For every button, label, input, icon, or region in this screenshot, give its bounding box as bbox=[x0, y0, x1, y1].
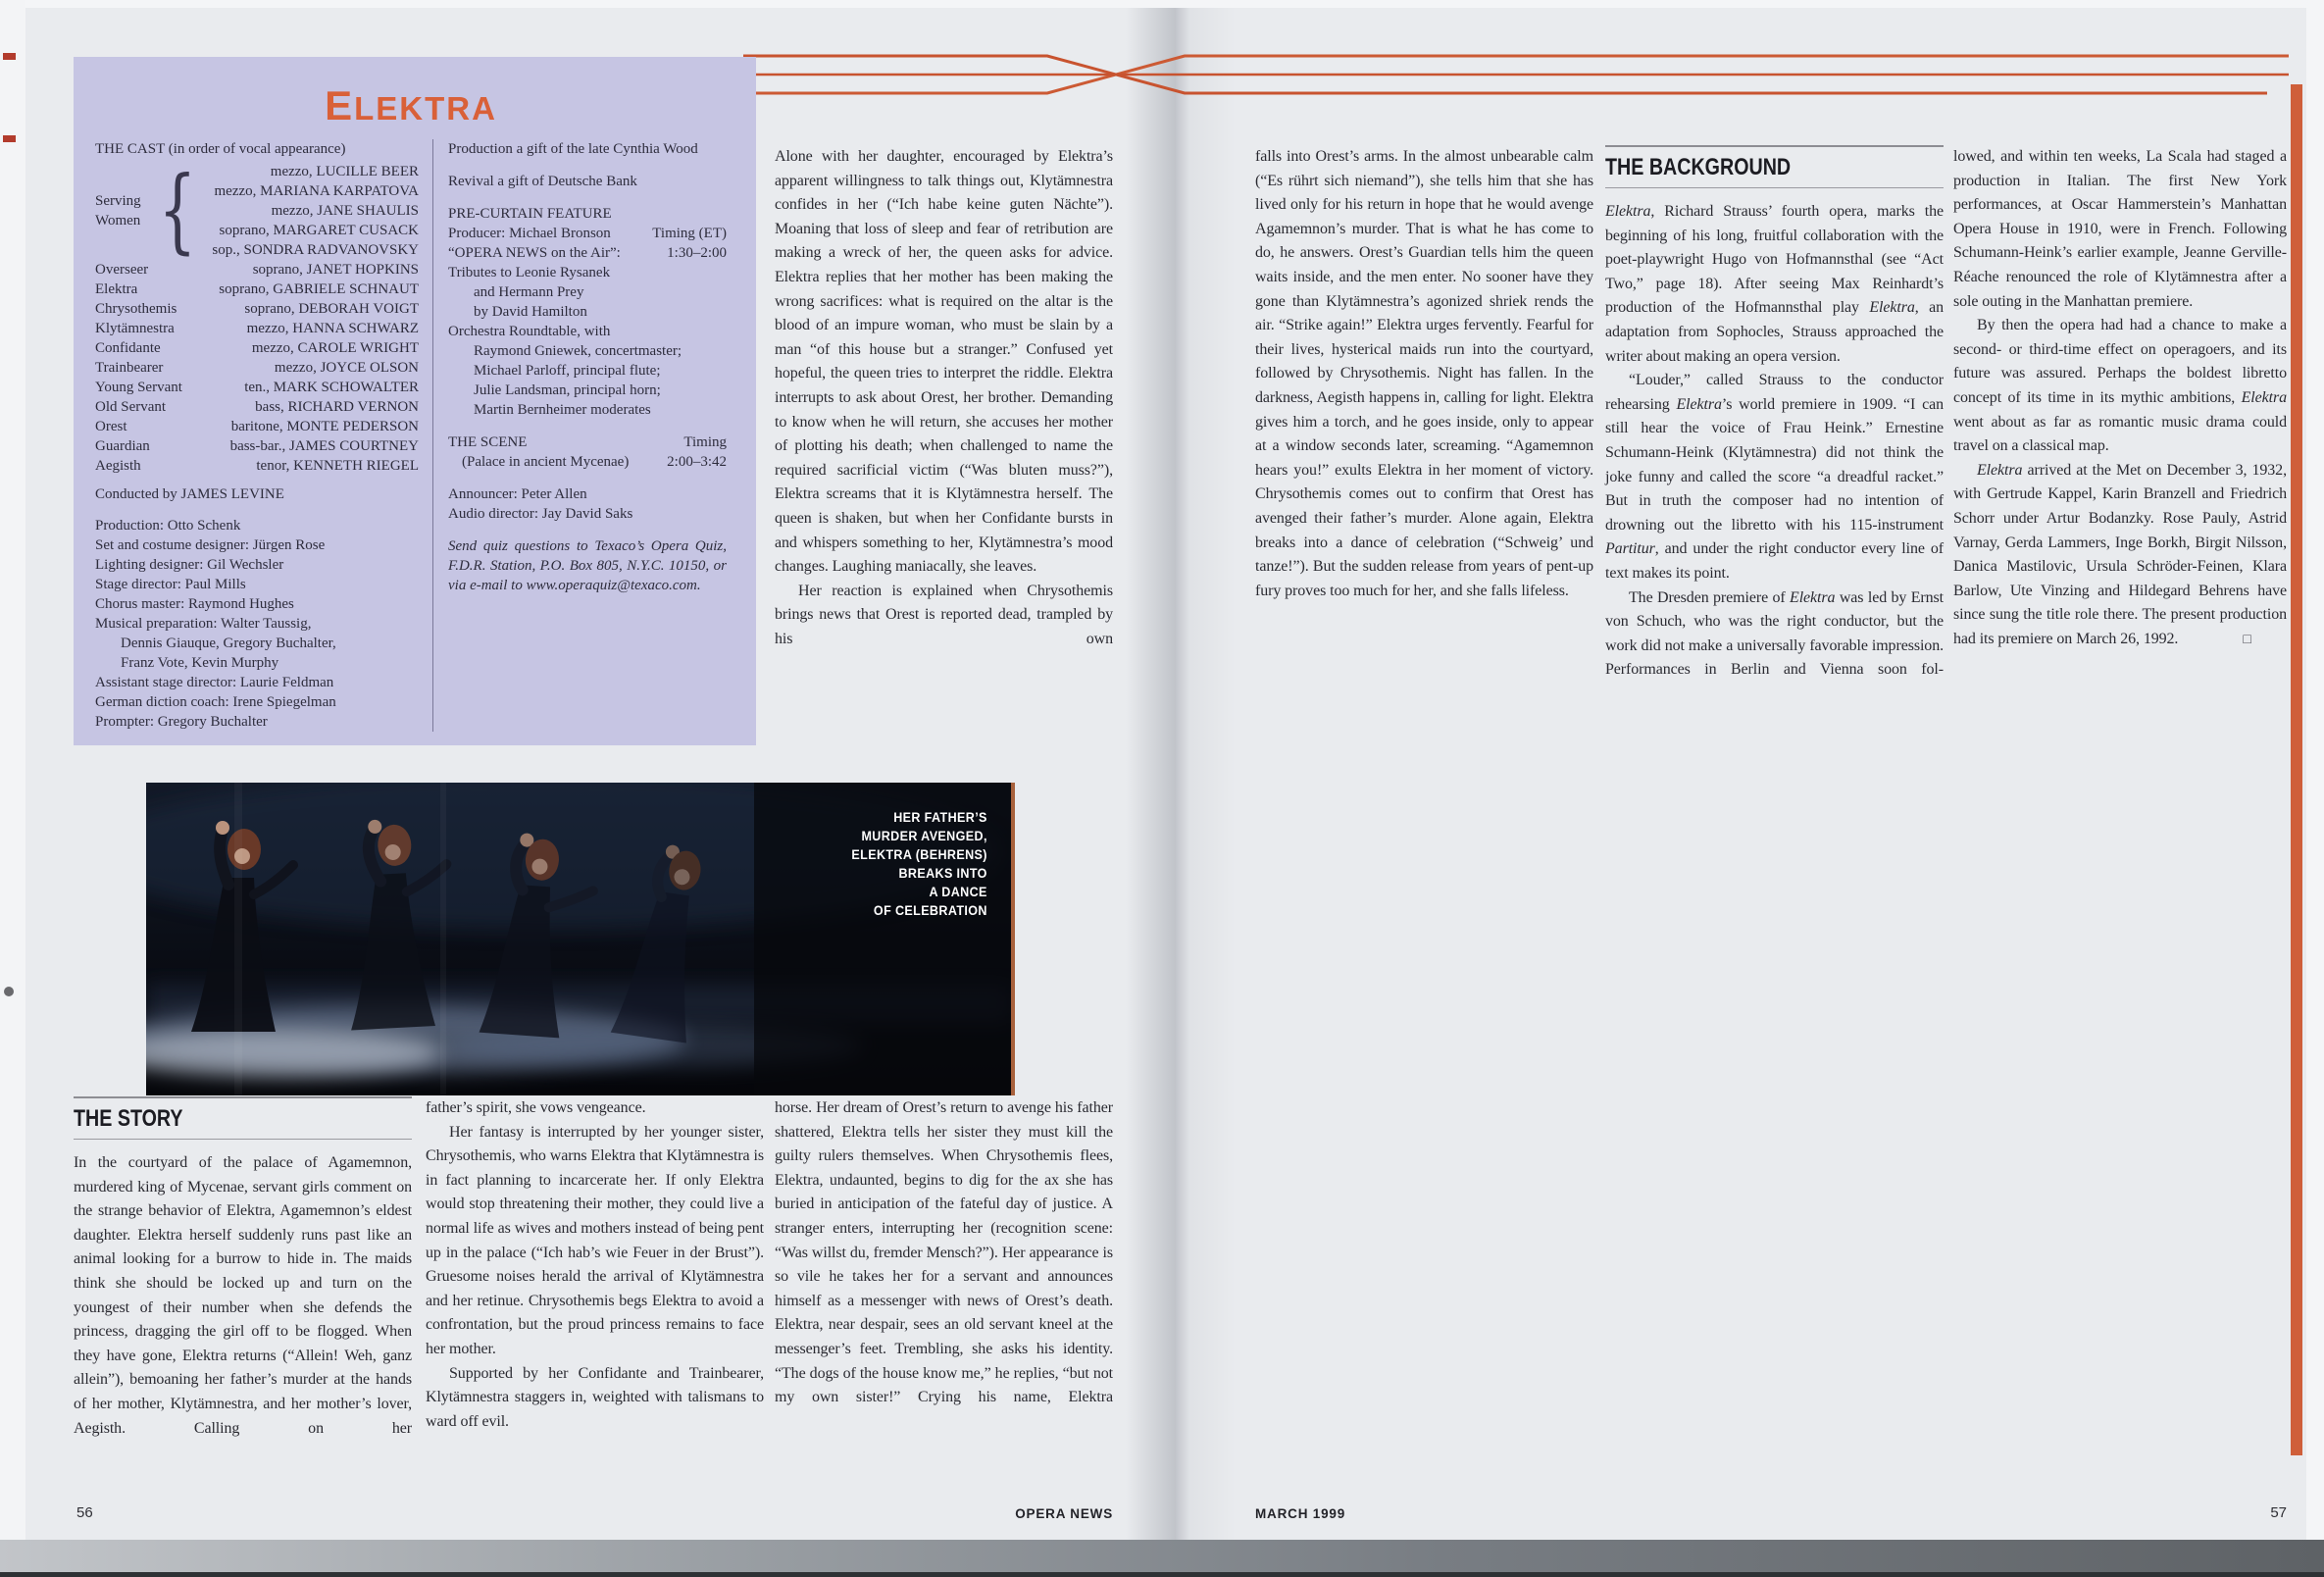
paragraph: father’s spirit, she vows vengeance. bbox=[426, 1099, 646, 1116]
cast-role: Old Servant bbox=[95, 399, 167, 415]
background-section-column bbox=[1605, 145, 1944, 683]
text-line: Orchestra Roundtable, with bbox=[448, 324, 611, 339]
paragraph: Her fantasy is interrupted by her younger sister, Chrysothemis, who warns Elektra that Klytämnestra is in fact planning to incarcerate her. If only Elektra would stop threatening their mother, they could live a normal life as wives and mothers instead of being pent up in the palace (“Ich hab’s wie Feuer in der Brust”). Gruesome noises herald the arrival of Klytämnestra and her retinue. Chrysothemis begs Elektra to avoid a confrontation, but the proud princess remains to face her mother. bbox=[426, 1123, 764, 1357]
cast-performer: soprano, DEBORAH VOIGT bbox=[244, 301, 419, 317]
background-column-2 bbox=[1953, 145, 2287, 652]
text-line: German diction coach: Irene Spiegelman bbox=[95, 694, 336, 710]
scene-time: 2:00–3:42 bbox=[667, 454, 727, 470]
paragraph: lowed, and within ten weeks, La Scala had staged a production in Italian. The first New York performances, at Oscar Hammerstein’s Manhattan Opera House in 1910, were in French. Following Schumann-Heink’s earlier example, Jeanne Gerville-Réache renounced the role of Klytämnestra after a sole outing in the Manhattan premiere. bbox=[1953, 148, 2287, 310]
text-line: Lighting designer: Gil Wechsler bbox=[95, 557, 284, 573]
accent-rule-vertical bbox=[2291, 84, 2302, 1455]
text-line: soprano, MARGARET CUSACK bbox=[219, 223, 419, 238]
serving-women-names bbox=[179, 162, 419, 260]
caption-line: A DANCE bbox=[929, 885, 987, 899]
cast-performer: mezzo, HANNA SCHWARZ bbox=[246, 321, 419, 336]
caption-line: OF CELEBRATION bbox=[874, 903, 987, 918]
precurtain-header: PRE-CURTAIN FEATURE bbox=[448, 206, 612, 222]
scan-edge-left bbox=[0, 0, 25, 1577]
synopsis-column bbox=[775, 145, 1113, 651]
gift-revival-line: Revival a gift of Deutsche Bank bbox=[448, 174, 637, 189]
rule bbox=[74, 1139, 412, 1140]
serving-women-group bbox=[95, 157, 419, 264]
caption-line: HER FATHER’S bbox=[893, 810, 987, 825]
right-footer-issue: MARCH 1999 bbox=[1255, 1506, 1346, 1521]
text-line: Prompter: Gregory Buchalter bbox=[95, 714, 268, 730]
cast-header: THE CAST (in order of vocal appearance) bbox=[95, 141, 346, 157]
production-credits bbox=[95, 516, 419, 732]
text-line: Assistant stage director: Laurie Feldman bbox=[95, 675, 334, 690]
brace-glyph: { bbox=[158, 157, 197, 264]
cast-role: Confidante bbox=[95, 340, 161, 356]
text-line: sop., SONDRA RADVANOVSKY bbox=[212, 242, 419, 258]
paragraph: The Dresden premiere of Elektra was led by Ernst von Schuch, who was the right conductor, but the work did not make a universally favorable impression. Performances in Berlin and Vienna soon fol- bbox=[1605, 588, 1944, 679]
cast-row bbox=[95, 397, 419, 417]
scan-edge-bottom bbox=[0, 1540, 2324, 1577]
cast-performer: baritone, MONTE PEDERSON bbox=[230, 419, 419, 434]
story-column-2 bbox=[426, 1096, 764, 1434]
end-of-article-mark: □ bbox=[2243, 632, 2251, 647]
paragraph: Alone with her daughter, encouraged by Elektra’s apparent willingness to talk things out, Klytämnestra confides in her (“Ich habe keine guten Nächte”). Moaning that loss of sleep and fear of retribution are making a wreck of her, the queen asks for advice. Elektra replies that her mother has been making the wrong sacrifices: what is required on the altar is the blood of an impure woman, who must be slain by a man “of this house but a stranger.” Confused yet hopeful, the queen tries to interpret the riddle. Elektra interrupts to ask about Orest, her brother. Demanding to know when he will return, she accuses her mother of plotting his death; when challenged to name the required sacrificial victim (“Was bluten muss?”), Elektra screams that it is Klytämnestra herself. The queen is shaken, but when her Confidante bursts in and whispers something to her, Klytämnestra’s mood changes. Laughing maniacally, she leaves. bbox=[775, 148, 1113, 576]
performance-photo bbox=[146, 783, 1015, 1095]
announcer-line: Announcer: Peter Allen bbox=[448, 486, 587, 502]
cast-row bbox=[95, 417, 419, 436]
text-line: mezzo, JANE SHAULIS bbox=[271, 203, 419, 219]
producer-row bbox=[448, 224, 727, 243]
story-column-3 bbox=[775, 1096, 1113, 1410]
scan-mark bbox=[4, 987, 14, 996]
paragraph: Supported by her Confidante and Trainbearer, Klytämnestra staggers in, weighted with talismans to ward off evil. bbox=[426, 1364, 764, 1430]
cast-performer: ten., MARK SCHOWALTER bbox=[244, 380, 419, 395]
scan-mark bbox=[3, 135, 16, 142]
cast-row bbox=[95, 358, 419, 378]
cast-row bbox=[95, 456, 419, 476]
paragraph: Elektra arrived at the Met on December 3, 1932, with Gertrude Kappel, Karin Branzell and Friedrich Schorr under Artur Bodanzky. Rose Pauly, Astrid Varnay, Gerda Lammers, Inge Borkh, Birgit Nilsson, Danica Mastilovic, Ursula Schröder-Feinen, Klara Barlow, Ute Vinzing and Hildegard Behrens have since sung the title role there. The present production had its premiere on March 26, 1992. □ bbox=[1953, 459, 2287, 653]
paragraph: falls into Orest’s arms. In the almost unbearable calm (“Es rührt sich niemand”), she tells him that she has lived only for his return in hope that he would avenge Agamemnon’s murder. That is what he has come to do, he answers. Orest’s Guardian tells him the queen waits inside, and the men enter. No sooner have they gone than Klytämnestra’s agonized shriek rends the air. “Strike again!” Elektra urges fervently. Fearful for their lives, hysterical maids run into the courtyard, followed by Chrysothemis. Night has fallen. In the darkness, Aegisth happens in, calling for light. Elektra gives him a torch, and he goes inside, only to appear at a window seconds later, screaming. “Agamemnon hears you!” exults Elektra in her moment of victory. Chrysothemis comes out to confirm that Orest has avenged their father’s murder. Alone again, Elektra breaks into a dance of celebration (“Schweig’ und tanze!”). But the sudden release from years of pent-up fury proves too much for her, and she falls lifeless. bbox=[1255, 148, 1593, 599]
text-line: Set and costume designer: Jürgen Rose bbox=[95, 537, 326, 553]
cast-role: Orest bbox=[95, 419, 127, 434]
caption-line: BREAKS INTO bbox=[898, 866, 987, 881]
rule bbox=[1605, 145, 1944, 147]
quiz-note: Send quiz questions to Texaco’s Opera Quiz, F.D.R. Station, P.O. Box 805, N.Y.C. 10150, or via e-mail to www.operaquiz@texaco.com. bbox=[448, 538, 727, 593]
paragraph: horse. Her dream of Orest’s return to avenge his father shattered, Elektra tells her sister they must kill the guilty rulers themselves. When Chrysothemis flees, Elektra, undaunted, begins to dig for the ax she has buried in anticipation of the fateful day of justice. A stranger enters, interrupting her (recognition scene: “Was willst du, fremder Mensch?”). Her appearance is so vile he takes her for a servant and announces himself as a messenger with news of Orest’s death. Elektra, near despair, sees an old servant kneel at the messenger’s feet. Trembling, she asks his identity. “The dogs of the house know me,” he replies, “but not my own sister!” Crying his name, Elektra bbox=[775, 1099, 1113, 1406]
timing-label: Timing (ET) bbox=[652, 226, 727, 241]
cast-roles-list bbox=[95, 260, 419, 476]
text-line: Julie Landsman, principal horn; bbox=[474, 382, 661, 398]
producer-line: Producer: Michael Bronson bbox=[448, 226, 611, 241]
story-section-head-column bbox=[74, 1096, 412, 1441]
gift-production-line: Production a gift of the late Cynthia Wood bbox=[448, 141, 698, 157]
serving-women-label: Serving Women bbox=[95, 193, 141, 229]
text-line: by David Hamilton bbox=[474, 304, 587, 320]
audio-director-line: Audio director: Jay David Saks bbox=[448, 506, 633, 522]
cast-role: Chrysothemis bbox=[95, 301, 177, 317]
text-line: mezzo, MARIANA KARPATOVA bbox=[214, 183, 419, 199]
cast-row bbox=[95, 378, 419, 397]
background-heading: THE BACKGROUND bbox=[1605, 154, 1792, 180]
caption-line: ELEKTRA (BEHRENS) bbox=[851, 847, 987, 862]
text-line: Michael Parloff, principal flute; bbox=[474, 363, 661, 379]
story-column-1 bbox=[74, 1151, 412, 1441]
paragraph: By then the opera had had a chance to make a second- or third-time effect on operagoers, and its future was assured. Perhaps the boldest libretto concept of its time in its mythic ambitions, Elektra went about as far as romantic music drama could travel on a classical map. bbox=[1953, 317, 2287, 455]
page-gutter-shadow bbox=[1126, 8, 1236, 1542]
paragraph: In the courtyard of the palace of Agamemnon, murdered king of Mycenae, servant girls comment on the strange behavior of Elektra, Agamemnon’s eldest daughter. Elektra herself suddenly runs past like an animal looking for a burrow to hide in. The maids think she should be locked up and turn on the youngest of their number when she defends the princess, dragging the girl off to be flogged. When they have gone, Elektra returns (“Allein! Weh, ganz allein”), bemoaning her father’s murder at the hands of her mother, Klytämnestra, and her mother’s lover, Aegisth. Calling on her bbox=[74, 1154, 412, 1437]
caption-line: MURDER AVENGED, bbox=[861, 829, 987, 843]
left-folio: 56 bbox=[76, 1504, 93, 1521]
background-column bbox=[1605, 200, 1944, 683]
cast-row bbox=[95, 436, 419, 456]
paragraph: Elektra, Richard Strauss’ fourth opera, marks the beginning of his long, fruitful collaboration with the poet-playwright Hugo von Hofmannsthal (see “Act Two,” page 18). After seeing Max Reinhardt’s production of the Hofmannsthal play Elektra, an adaptation from Sophocles, Strauss approached the writer about making an opera version. bbox=[1605, 203, 1944, 365]
scene-location: (Palace in ancient Mycenae) bbox=[462, 454, 630, 470]
cast-role: Overseer bbox=[95, 262, 149, 278]
opera-title: ELEKTRA bbox=[325, 82, 497, 128]
rule bbox=[74, 1096, 412, 1098]
rule bbox=[1605, 187, 1944, 188]
scene-timing-label: Timing bbox=[683, 434, 727, 450]
feature-lines bbox=[448, 263, 727, 420]
cast-row bbox=[95, 338, 419, 358]
on-air-line: “OPERA NEWS on the Air”: bbox=[448, 245, 621, 261]
cast-performer: mezzo, JOYCE OLSON bbox=[274, 360, 419, 376]
program-box bbox=[74, 57, 756, 745]
cast-column bbox=[95, 139, 433, 732]
text-line: mezzo, LUCILLE BEER bbox=[270, 164, 419, 179]
story-heading: THE STORY bbox=[74, 1105, 183, 1132]
scene-row bbox=[448, 432, 727, 452]
scene-location-row bbox=[448, 452, 727, 472]
text-line: Stage director: Paul Mills bbox=[95, 577, 246, 592]
cast-row bbox=[95, 260, 419, 280]
cast-role: Aegisth bbox=[95, 458, 141, 474]
cast-row bbox=[95, 299, 419, 319]
cast-performer: soprano, GABRIELE SCHNAUT bbox=[219, 281, 419, 297]
cast-performer: soprano, JANET HOPKINS bbox=[252, 262, 419, 278]
text-line: Chorus master: Raymond Hughes bbox=[95, 596, 294, 612]
cast-role: Klytämnestra bbox=[95, 321, 175, 336]
left-footer-brand: OPERA NEWS bbox=[1015, 1506, 1113, 1521]
cast-role: Young Servant bbox=[95, 380, 182, 395]
broadcast-column bbox=[433, 139, 727, 732]
text-line: Dennis Giauque, Gregory Buchalter, bbox=[121, 636, 336, 651]
cast-row bbox=[95, 319, 419, 338]
continuation-column bbox=[1255, 145, 1593, 603]
cast-role: Elektra bbox=[95, 281, 138, 297]
paragraph: Her reaction is explained when Chrysothemis brings news that Orest is reported dead, trampled by his own bbox=[775, 582, 1113, 647]
scene-header: THE SCENE bbox=[448, 434, 528, 450]
conductor-line: Conducted by JAMES LEVINE bbox=[95, 486, 284, 502]
cast-row bbox=[95, 280, 419, 299]
cast-performer: bass, RICHARD VERNON bbox=[255, 399, 419, 415]
text-line: Musical preparation: Walter Taussig, bbox=[95, 616, 312, 632]
scan-edge-right bbox=[2306, 0, 2324, 1577]
cast-performer: mezzo, CAROLE WRIGHT bbox=[251, 340, 419, 356]
on-air-time: 1:30–2:00 bbox=[667, 245, 727, 261]
text-line: Raymond Gniewek, concertmaster; bbox=[474, 343, 682, 359]
text-line: Franz Vote, Kevin Murphy bbox=[121, 655, 279, 671]
text-line: Tributes to Leonie Rysanek bbox=[448, 265, 611, 280]
cast-role: Guardian bbox=[95, 438, 150, 454]
cast-role: Trainbearer bbox=[95, 360, 164, 376]
on-air-row bbox=[448, 243, 727, 263]
photo-caption bbox=[852, 808, 987, 920]
paragraph: “Louder,” called Strauss to the conductor rehearsing Elektra’s world premiere in 1909. “I can still hear the voice of Frau Heink.” Ernestine Schumann-Heink (Klytämnestra) did not think the joke funny and called the score “a dreadful racket.” But in truth the composer had no intention of drowning out the libretto with his 115-instrument Partitur, and under the right conductor every line of text makes its point. bbox=[1605, 372, 1944, 582]
cast-performer: bass-bar., JAMES COURTNEY bbox=[229, 438, 419, 454]
cast-performer: tenor, KENNETH RIEGEL bbox=[256, 458, 419, 474]
text-line: and Hermann Prey bbox=[474, 284, 584, 300]
text-line: Martin Bernheimer moderates bbox=[474, 402, 651, 418]
right-folio: 57 bbox=[2270, 1504, 2287, 1521]
text-line: Production: Otto Schenk bbox=[95, 518, 241, 534]
